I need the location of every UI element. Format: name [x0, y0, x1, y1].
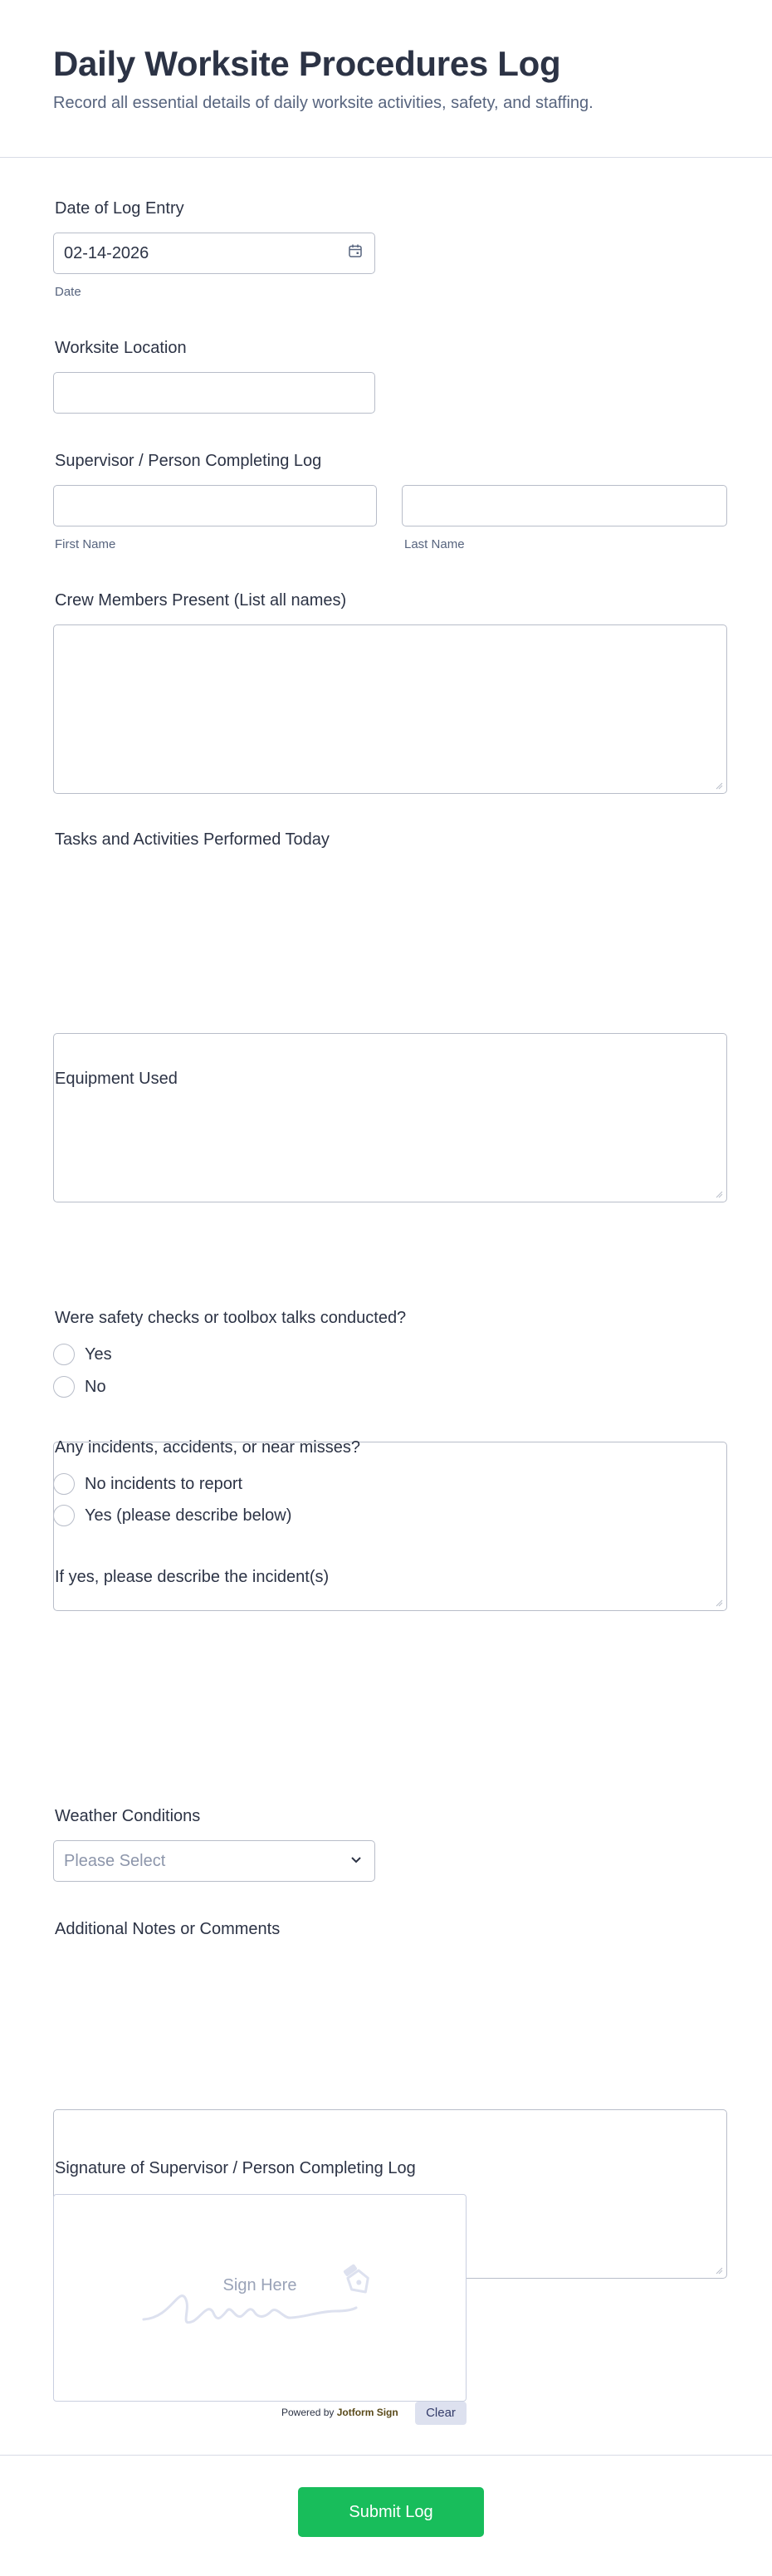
weather-label: Weather Conditions — [55, 1807, 201, 1825]
signature-label: Signature of Supervisor / Person Completing Log — [55, 2159, 416, 2177]
radio-label: No incidents to report — [85, 1474, 243, 1493]
clear-signature-button[interactable]: Clear — [415, 2402, 467, 2425]
powered-brand: Jotform Sign — [336, 2407, 398, 2418]
page-subtitle: Record all essential details of daily worksite activities, safety, and staffing. — [53, 94, 594, 112]
radio-button[interactable] — [53, 1505, 75, 1526]
safety-label: Were safety checks or toolbox talks conducted? — [55, 1309, 407, 1327]
signature-pad[interactable] — [53, 2194, 467, 2402]
submit-button[interactable]: Submit Log — [298, 2487, 484, 2537]
date-value: 02-14-2026 — [64, 243, 149, 262]
form-footer — [0, 2455, 772, 2576]
location-label: Worksite Location — [55, 339, 187, 357]
first-name-input[interactable] — [53, 485, 377, 526]
resize-grip-icon[interactable] — [715, 1599, 723, 1607]
incidents-option-none[interactable] — [53, 1473, 242, 1495]
date-input[interactable] — [53, 233, 375, 274]
last-name-sublabel: Last Name — [404, 537, 465, 551]
crew-label: Crew Members Present (List all names) — [55, 591, 347, 610]
equipment-label: Equipment Used — [55, 1070, 178, 1088]
date-label: Date of Log Entry — [55, 199, 184, 218]
safety-option-yes[interactable] — [53, 1344, 112, 1365]
powered-by — [281, 2407, 398, 2418]
supervisor-label: Supervisor / Person Completing Log — [55, 452, 322, 470]
tasks-textarea[interactable] — [53, 1033, 727, 1202]
incident-desc-label: If yes, please describe the incident(s) — [55, 1568, 330, 1586]
first-name-sublabel: First Name — [55, 537, 116, 551]
safety-option-no[interactable] — [53, 1376, 106, 1398]
radio-button[interactable] — [53, 1344, 75, 1365]
resize-grip-icon[interactable] — [715, 1190, 723, 1198]
radio-button[interactable] — [53, 1376, 75, 1398]
resize-grip-icon[interactable] — [715, 781, 723, 790]
powered-prefix: Powered by — [281, 2407, 335, 2418]
incidents-option-yes[interactable] — [53, 1505, 291, 1526]
signature-placeholder: Sign Here — [222, 2276, 297, 2294]
form-body — [0, 158, 772, 2420]
radio-button[interactable] — [53, 1473, 75, 1495]
radio-label: Yes (please describe below) — [85, 1506, 292, 1525]
notes-label: Additional Notes or Comments — [55, 1920, 281, 1938]
date-sublabel: Date — [55, 285, 81, 299]
chevron-down-icon[interactable] — [349, 1852, 363, 1871]
location-input[interactable] — [53, 372, 375, 414]
radio-label: Yes — [85, 1344, 112, 1364]
date-question — [53, 198, 184, 219]
tasks-label: Tasks and Activities Performed Today — [55, 830, 330, 849]
resize-grip-icon[interactable] — [715, 2266, 723, 2275]
page-title: Daily Worksite Procedures Log — [53, 44, 561, 83]
last-name-input[interactable] — [402, 485, 727, 526]
incidents-label: Any incidents, accidents, or near misses? — [55, 1438, 360, 1457]
calendar-icon[interactable] — [348, 243, 363, 263]
form-header — [0, 0, 772, 158]
weather-select[interactable] — [53, 1840, 375, 1882]
weather-placeholder: Please Select — [64, 1851, 166, 1870]
crew-textarea[interactable] — [53, 624, 727, 794]
radio-label: No — [85, 1377, 106, 1396]
signature-scribble-icon — [54, 2195, 467, 2402]
